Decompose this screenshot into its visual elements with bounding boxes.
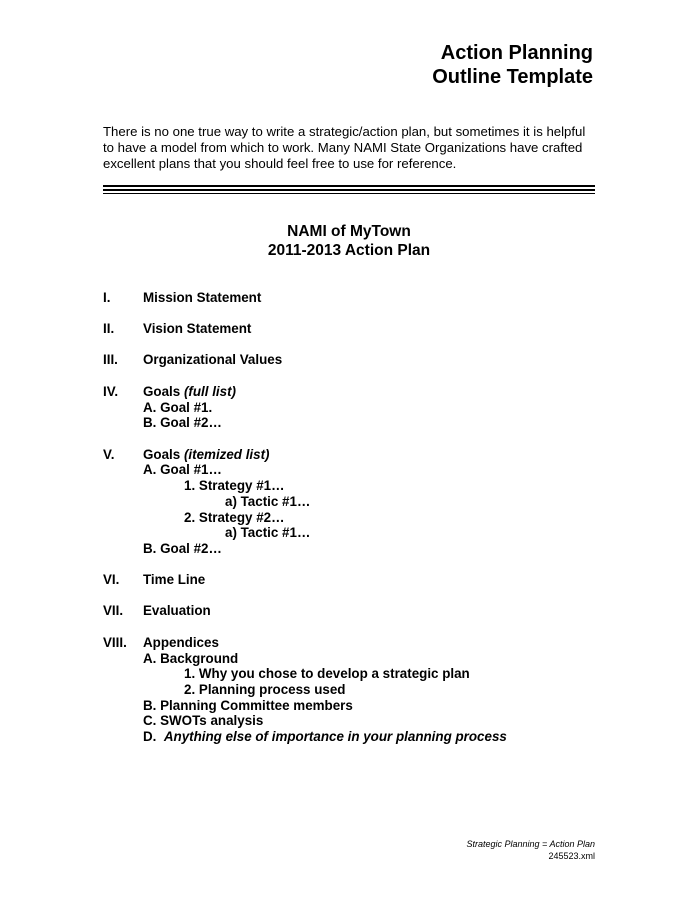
section-8-item-a: A. Background <box>143 651 239 666</box>
plan-org: NAMI of MyTown <box>287 223 411 240</box>
section-3-number: III. <box>103 352 118 367</box>
page-footer <box>467 838 596 862</box>
section-1-label: Mission Statement <box>143 290 262 305</box>
footer-line-1: Strategic Planning = Action Plan <box>466 839 595 849</box>
section-8-item-d-text: Anything else of importance in your planning process <box>163 729 507 744</box>
section-4-label: Goals <box>143 384 181 399</box>
section-4-number: IV. <box>103 384 119 399</box>
section-7-number: VII. <box>103 603 124 618</box>
plan-heading <box>103 222 595 260</box>
section-8-item-b: B. Planning Committee members <box>143 698 353 713</box>
section-6-label: Time Line <box>143 572 206 587</box>
section-4-item-b: B. Goal #2… <box>143 415 222 430</box>
section-5-heading <box>143 447 270 463</box>
section-7-label: Evaluation <box>143 603 211 618</box>
section-8-item-d-prefix: D. <box>143 729 164 744</box>
page-title <box>432 41 593 89</box>
plan-title: 2011-2013 Action Plan <box>267 242 431 259</box>
section-8-label: Appendices <box>143 635 219 650</box>
intro-paragraph: There is no one true way to write a strategic/action plan, but sometimes it is helpful to have a model from which to work. Many NAMI State Organizations have crafted excellent plans that you should feel free to use for reference. <box>103 124 586 171</box>
section-2-number: II. <box>103 321 115 336</box>
section-1-number: I. <box>103 290 111 305</box>
section-4-item-a: A. Goal #1. <box>143 400 213 415</box>
section-5-tactic-1: a) Tactic #1… <box>225 494 311 509</box>
section-5-tactic-2: a) Tactic #1… <box>225 525 311 540</box>
divider-rule-1 <box>103 185 595 187</box>
section-8-item-a2: 2. Planning process used <box>184 682 346 697</box>
divider-rule-2 <box>103 189 595 191</box>
section-2-label: Vision Statement <box>143 321 252 336</box>
section-8-item-d <box>143 729 507 745</box>
section-5-strategy-1: 1. Strategy #1… <box>184 478 285 493</box>
divider-rule-3 <box>103 193 595 194</box>
section-8-item-c: C. SWOTs analysis <box>143 713 264 728</box>
section-4-heading <box>143 384 236 400</box>
section-5-label: Goals <box>143 447 181 462</box>
section-5-item-b: B. Goal #2… <box>143 541 222 556</box>
section-4-note: (full list) <box>183 384 237 399</box>
section-6-number: VI. <box>103 572 120 587</box>
title-line-2: Outline Template <box>432 66 593 88</box>
footer-line-2: 245523.xml <box>548 851 595 861</box>
section-5-note: (itemized list) <box>183 447 270 462</box>
section-5-strategy-2: 2. Strategy #2… <box>184 510 285 525</box>
section-8-number: VIII. <box>103 635 127 650</box>
section-8-item-a1: 1. Why you chose to develop a strategic plan <box>184 666 470 681</box>
section-5-number: V. <box>103 447 115 462</box>
section-3-label: Organizational Values <box>143 352 283 367</box>
title-line-1: Action Planning <box>440 42 593 64</box>
section-5-item-a: A. Goal #1… <box>143 462 222 477</box>
